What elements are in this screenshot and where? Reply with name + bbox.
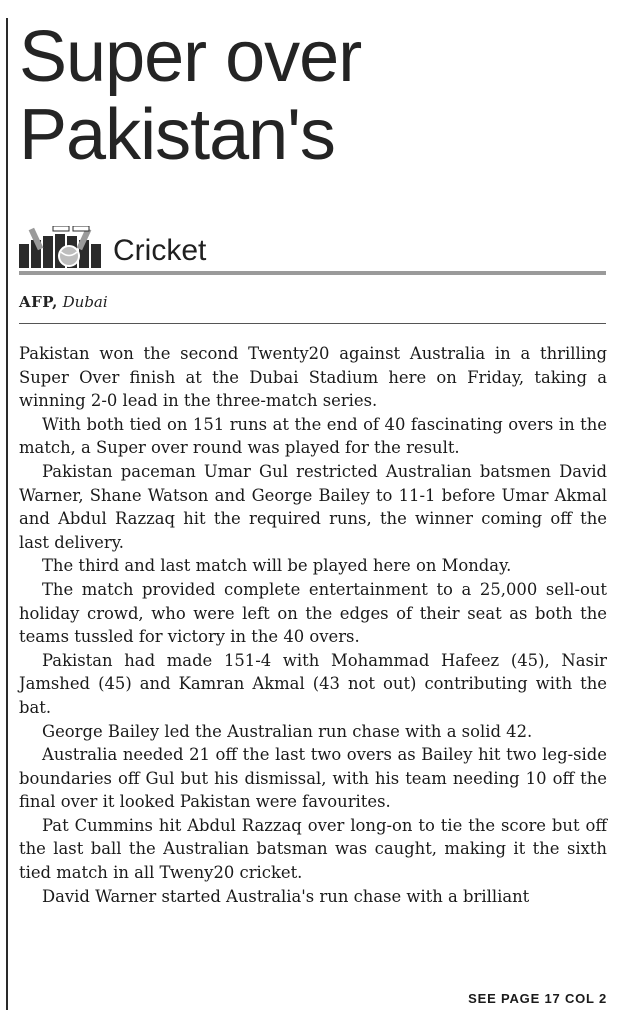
section-label: Cricket — [113, 234, 207, 267]
article-paragraph: With both tied on 151 runs at the end of 40 fascinating overs in the match, a Super over round was played for the result. — [19, 414, 607, 458]
byline — [19, 293, 108, 311]
article-paragraph: The third and last match will be played here on Monday. — [42, 556, 512, 576]
continuation-note: SEE PAGE 17 COL 2 — [468, 991, 607, 1006]
byline-divider — [19, 323, 606, 324]
headline-line-1: Super over — [19, 17, 362, 97]
article-paragraph: Australia needed 21 off the last two overs as Bailey hit two leg-side boundaries off Gul but his dismissal, with his team needing 10 off the final over it looked Pakistan were favourites. — [19, 745, 607, 812]
article-paragraph: David Warner started Australia's run chase with a brilliant — [42, 886, 530, 906]
byline-agency: AFP, — [19, 293, 58, 311]
section-header — [19, 220, 607, 272]
article-paragraph: Pakistan won the second Twenty20 against Australia in a thrilling Super Over finish at the Dubai Stadium here on Friday, taking a winning 2-0 lead in the three-match series. — [19, 344, 607, 411]
headline — [19, 18, 609, 174]
article-paragraph: Pakistan had made 151-4 with Mohammad Hafeez (45), Nasir Jamshed (45) and Kamran Akmal (43 not out) contributing with the bat. — [19, 650, 607, 717]
article-paragraph: Pakistan paceman Umar Gul restricted Australian batsmen David Warner, Shane Watson and George Bailey to 11-1 before Umar Akmal and Abdul Razzaq hit the required runs, the winner coming off the last delivery. — [19, 461, 607, 552]
article-paragraph: George Bailey led the Australian run chase with a solid 42. — [42, 721, 533, 741]
column-rule — [6, 18, 8, 1010]
headline-line-2: Pakistan's — [19, 95, 335, 175]
article-body — [19, 342, 607, 908]
article-paragraph: The match provided complete entertainment to a 25,000 sell-out holiday crowd, who were left on the edges of their seat as both the teams tussled for victory in the 40 overs. — [19, 579, 607, 647]
section-divider — [19, 271, 606, 275]
article-paragraph: Pat Cummins hit Abdul Razzaq over long-on to tie the score but off the last ball the Australian batsman was caught, making it the sixth tied match in all Tweny20 cricket. — [19, 815, 607, 883]
byline-place: Dubai — [62, 293, 108, 311]
cricket-bats-ball-icon — [19, 226, 105, 268]
